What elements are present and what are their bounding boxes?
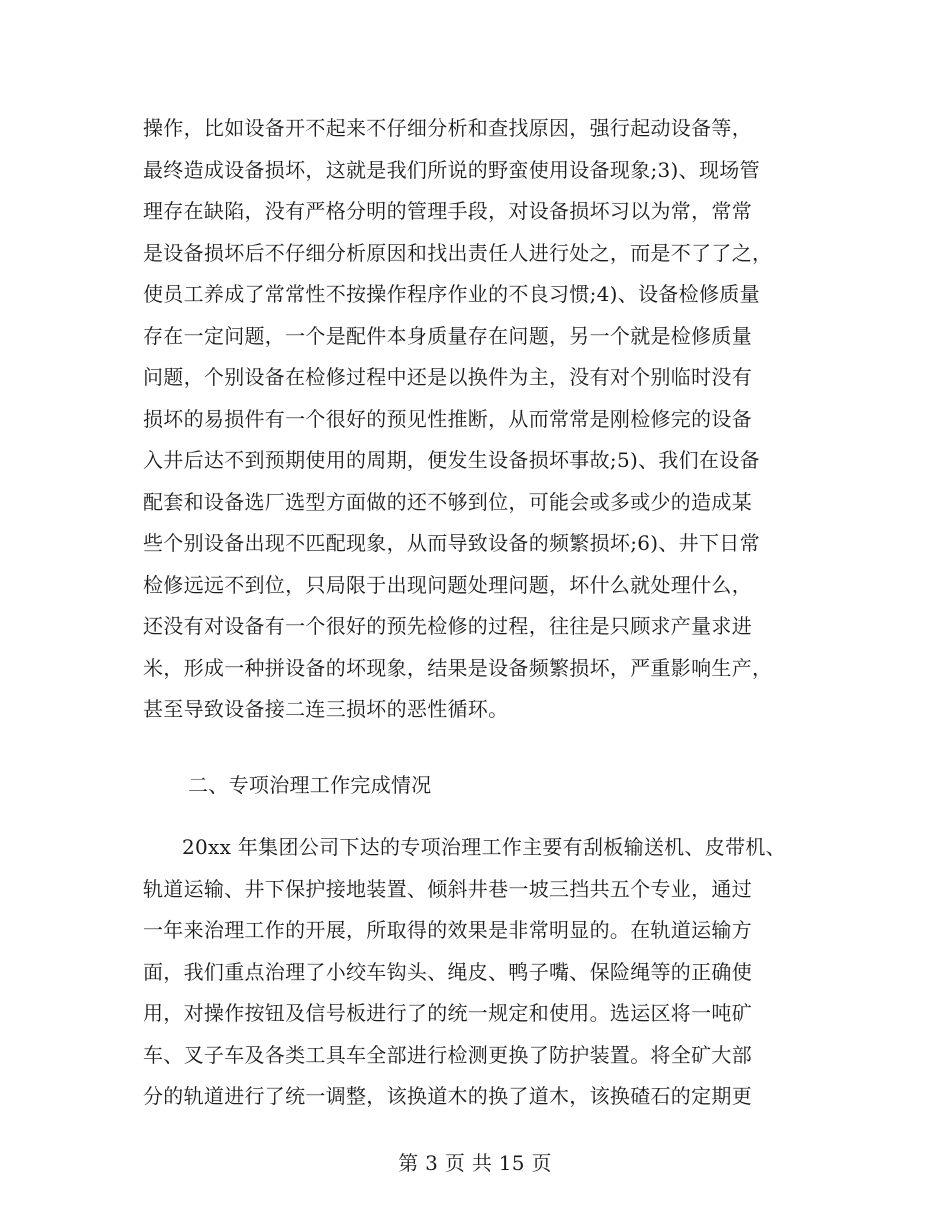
text-line: 入井后达不到预期使用的周期，便发生设备损坏事故;5)、我们在设备 bbox=[143, 448, 760, 472]
text-line: 使员工养成了常常性不按操作程序作业的不良习惯;4)、设备检修质量 bbox=[143, 282, 760, 306]
section-heading: 二、专项治理工作完成情况 bbox=[188, 773, 432, 797]
text-line: 面，我们重点治理了小绞车钩头、绳皮、鸭子嘴、保险绳等的正确使 bbox=[143, 959, 752, 984]
text-line: 损坏的易损件有一个很好的预见性推断，从而常常是刚检修完的设备 bbox=[143, 406, 752, 431]
text-line: 一年来治理工作的开展，所取得的效果是非常明显的。在轨道运输方 bbox=[143, 918, 752, 942]
text-line: 用，对操作按钮及信号板进行了的统一规定和使用。选运区将一吨矿 bbox=[143, 1001, 752, 1025]
text-line: 米，形成一种拼设备的坏现象，结果是设备频繁损坏，严重影响生产， bbox=[143, 655, 773, 680]
text-line: 理存在缺陷，没有严格分明的管理手段，对设备损坏习以为常，常常 bbox=[143, 199, 752, 223]
text-line: 轨道运输、井下保护接地装置、倾斜井巷一坡三挡共五个专业，通过 bbox=[143, 876, 752, 901]
text-line: 问题，个别设备在检修过程中还是以换件为主，没有对个别临时没有 bbox=[143, 365, 752, 389]
text-line: 20xx 年集团公司下达的专项治理工作主要有刮板输送机、皮带机、 bbox=[182, 835, 786, 859]
text-line: 甚至导致设备接二连三损坏的恶性循环。 bbox=[143, 697, 509, 721]
text-line: 些个别设备出现不匹配现象，从而导致设备的频繁损坏;6)、井下日常 bbox=[143, 531, 760, 555]
page-number-footer: 第 3 页 共 15 页 bbox=[398, 1151, 552, 1175]
text-line: 存在一定问题，一个是配件本身质量存在问题，另一个就是检修质量 bbox=[143, 323, 752, 348]
text-line: 分的轨道进行了统一调整，该换道木的换了道木，该换碴石的定期更 bbox=[143, 1084, 752, 1108]
text-line: 最终造成设备损坏，这就是我们所说的野蛮使用设备现象;3)、现场管 bbox=[143, 157, 760, 182]
text-line: 配套和设备选厂选型方面做的还不够到位，可能会或多或少的造成某 bbox=[143, 489, 752, 514]
text-line: 车、叉子车及各类工具车全部进行检测更换了防护装置。将全矿大部 bbox=[143, 1042, 752, 1067]
paragraph-special-governance bbox=[143, 827, 813, 1118]
text-line: 还没有对设备有一个很好的预先检修的过程，往往是只顾求产量求进 bbox=[143, 614, 752, 638]
text-line: 是设备损坏后不仔细分析原因和找出责任人进行处之，而是不了了之， bbox=[143, 240, 773, 265]
text-line: 操作，比如设备开不起来不仔细分析和查找原因，强行起动设备等， bbox=[143, 116, 752, 140]
paragraph-continuation bbox=[143, 108, 813, 731]
text-line: 检修远远不到位，只局限于出现问题处理问题，坏什么就处理什么， bbox=[143, 572, 752, 597]
